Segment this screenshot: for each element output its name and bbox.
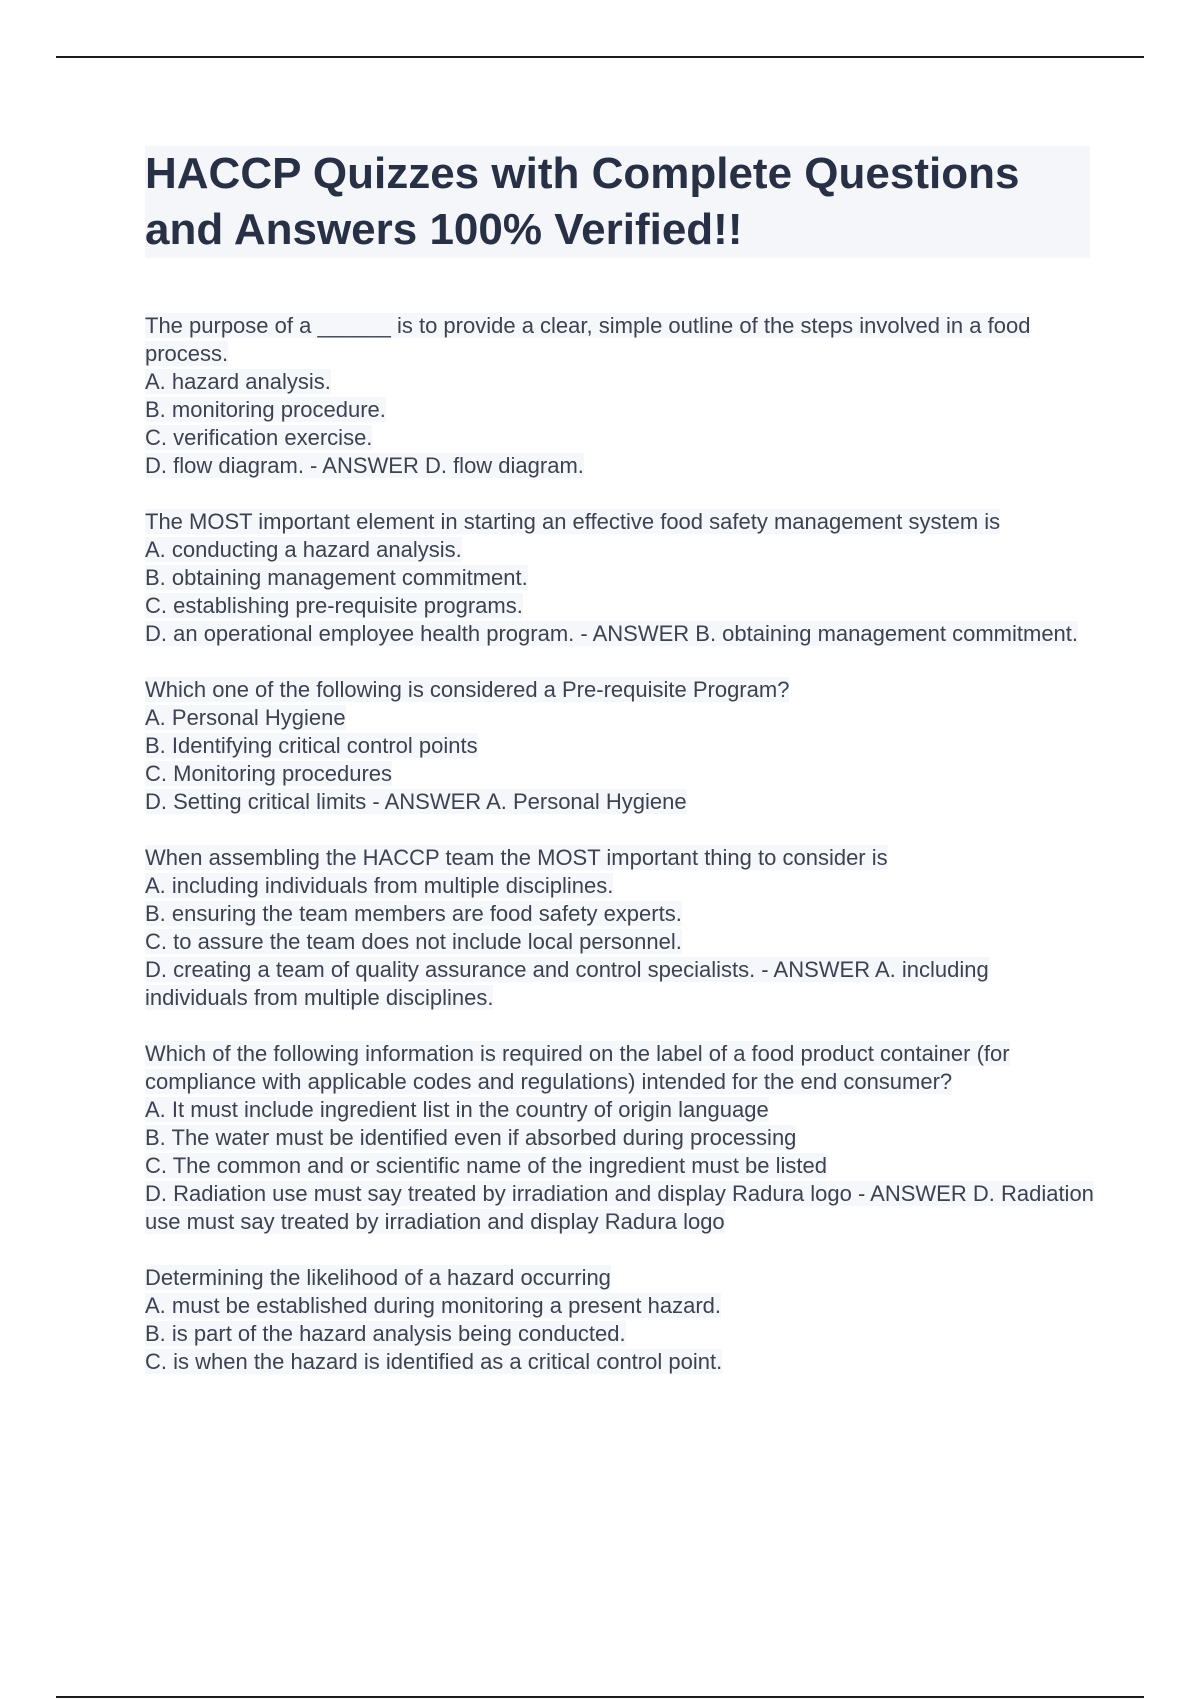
question-block <box>145 1264 1095 1376</box>
question-block <box>145 676 1095 816</box>
option-a: A. hazard analysis. <box>145 369 331 394</box>
option-a: A. Personal Hygiene <box>145 705 346 730</box>
footer-rule <box>56 1696 1144 1698</box>
option-b: B. obtaining management commitment. <box>145 565 528 590</box>
question-text: Which of the following information is required on the label of a food product container (for compliance with applicable codes and regulations) intended for the end consumer? <box>145 1041 1010 1094</box>
option-b: B. The water must be identified even if absorbed during processing <box>145 1125 797 1150</box>
option-d-answer: D. flow diagram. - ANSWER D. flow diagram. <box>145 453 584 478</box>
option-d-answer: D. an operational employee health program. - ANSWER B. obtaining management commitment. <box>145 621 1079 646</box>
question-block <box>145 844 1095 1012</box>
option-b: B. ensuring the team members are food safety experts. <box>145 901 682 926</box>
option-c: C. verification exercise. <box>145 425 373 450</box>
option-c: C. establishing pre-requisite programs. <box>145 593 523 618</box>
question-block <box>145 1040 1095 1236</box>
question-text: The MOST important element in starting an effective food safety management system is <box>145 509 1001 534</box>
option-d-answer: D. Setting critical limits - ANSWER A. Personal Hygiene <box>145 789 687 814</box>
question-block <box>145 312 1095 480</box>
option-d-answer: D. Radiation use must say treated by irradiation and display Radura logo - ANSWER D. Radiation use must say treated by irradiation and display Radura logo <box>145 1181 1094 1234</box>
option-c: C. to assure the team does not include local personnel. <box>145 929 682 954</box>
question-text: When assembling the HACCP team the MOST important thing to consider is <box>145 845 888 870</box>
option-c: C. Monitoring procedures <box>145 761 393 786</box>
option-b: B. monitoring procedure. <box>145 397 386 422</box>
question-text: Which one of the following is considered a Pre-requisite Program? <box>145 677 790 702</box>
header-rule <box>56 56 1144 58</box>
option-c: C. The common and or scientific name of the ingredient must be listed <box>145 1153 827 1178</box>
question-text: The purpose of a ______ is to provide a clear, simple outline of the steps involved in a food process. <box>145 313 1031 366</box>
question-text: Determining the likelihood of a hazard occurring <box>145 1265 611 1290</box>
title-block <box>145 146 1090 258</box>
option-a: A. including individuals from multiple disciplines. <box>145 873 614 898</box>
option-a: A. conducting a hazard analysis. <box>145 537 462 562</box>
option-a: A. must be established during monitoring a present hazard. <box>145 1293 721 1318</box>
option-d-answer: D. creating a team of quality assurance and control specialists. - ANSWER A. including individuals from multiple disciplines. <box>145 957 989 1010</box>
question-block <box>145 508 1095 648</box>
option-c: C. is when the hazard is identified as a critical control point. <box>145 1349 723 1374</box>
document-title: HACCP Quizzes with Complete Questions and Answers 100% Verified!! <box>145 149 1020 254</box>
questions-list <box>145 312 1095 1404</box>
option-b: B. Identifying critical control points <box>145 733 478 758</box>
option-b: B. is part of the hazard analysis being conducted. <box>145 1321 626 1346</box>
option-a: A. It must include ingredient list in the country of origin language <box>145 1097 769 1122</box>
